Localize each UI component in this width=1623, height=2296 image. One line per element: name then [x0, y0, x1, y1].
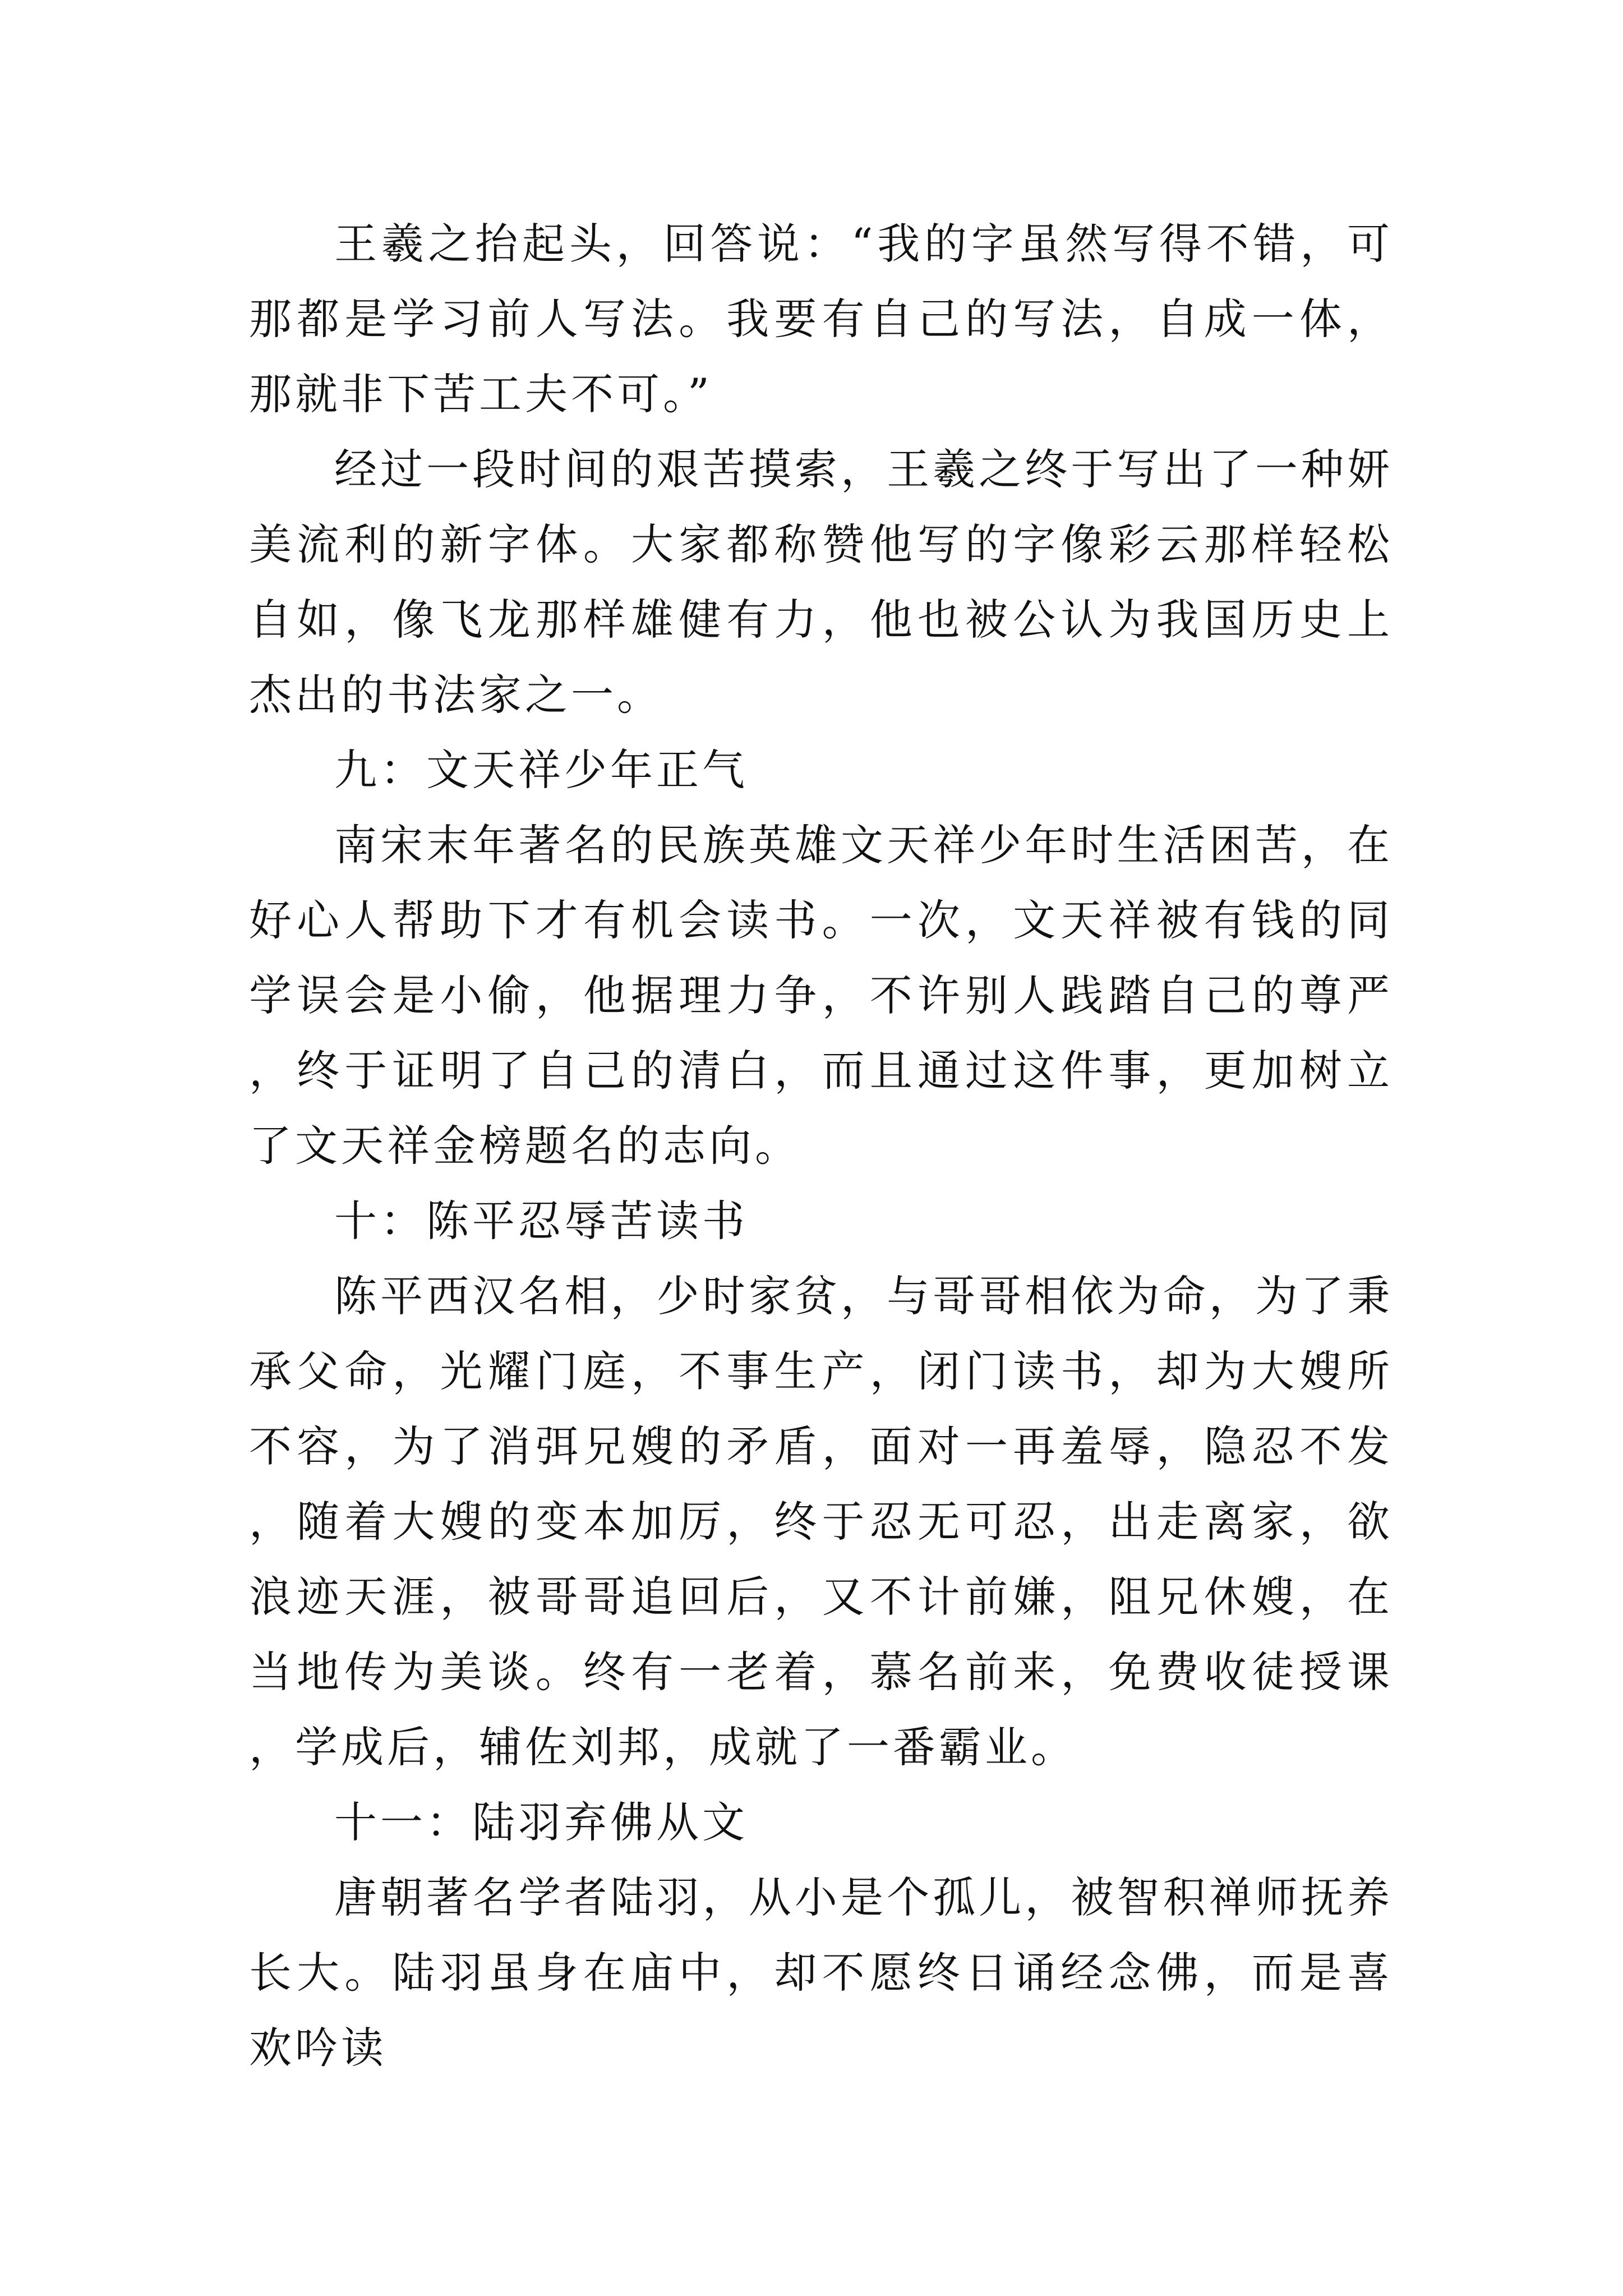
section-heading-11: 十一：陆羽弃佛从文 [334, 1797, 748, 1847]
document-body [249, 206, 1393, 2086]
paragraph-wen-tianxiang: 南宋末年著名的民族英雄文天祥少年时生活困苦，在好心人帮助下才有机会读书。一次，文天祥被有钱的同学误会是小偷，他据理力争，不许别人践踏自己的尊严，终于证明了自己的清白，而且通过这件事，更加树立了文天祥金榜题名的志向。 [249, 820, 1393, 1171]
paragraph-chen-ping: 陈平西汉名相，少时家贫，与哥哥相依为命，为了秉承父命，光耀门庭，不事生产，闭门读书，却为大嫂所不容，为了消弭兄嫂的矛盾，面对一再羞辱，隐忍不发，随着大嫂的变本加厉，终于忍无可忍，出走离家，欲浪迹天涯，被哥哥追回后，又不计前嫌，阻兄休嫂，在当地传为美谈。终有一老着，慕名前来，免费收徒授课，学成后，辅佐刘邦，成就了一番霸业。 [249, 1271, 1393, 1772]
section-heading-10: 十：陈平忍辱苦读书 [334, 1196, 748, 1246]
paragraph-lu-yu: 唐朝著名学者陆羽，从小是个孤儿，被智积禅师抚养长大。陆羽虽身在庙中，却不愿终日诵经念佛，而是喜欢吟读 [249, 1872, 1393, 2073]
paragraph-wang-xizhi-new-style: 经过一段时间的艰苦摸索，王羲之终于写出了一种妍美流利的新字体。大家都称赞他写的字像彩云那样轻松自如，像飞龙那样雄健有力，他也被公认为我国历史上杰出的书法家之一。 [249, 444, 1393, 720]
section-heading-9: 九：文天祥少年正气 [334, 745, 748, 795]
paragraph-wang-xizhi-answer: 王羲之抬起头，回答说：“我的字虽然写得不错，可那都是学习前人写法。我要有自己的写法，自成一体，那就非下苦工夫不可。” [249, 219, 1393, 419]
